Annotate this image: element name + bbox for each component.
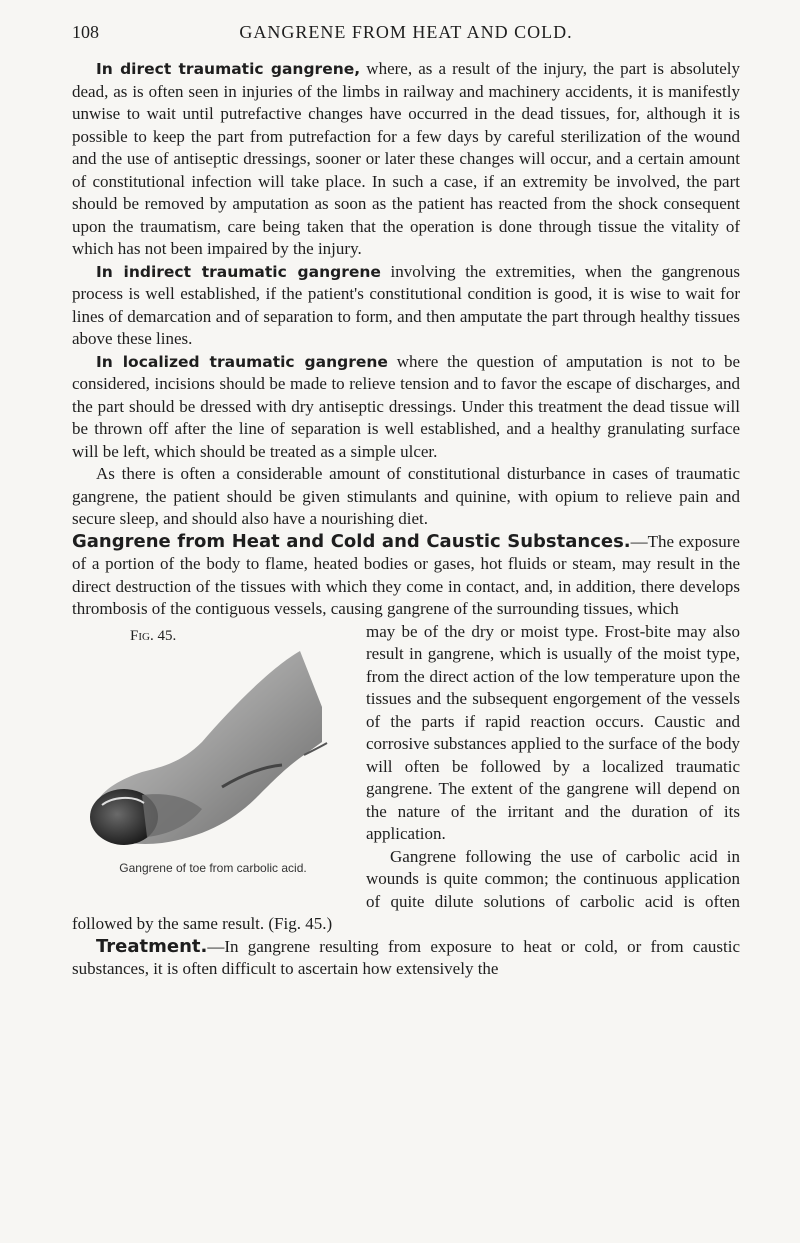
paragraph-heading: Treatment. <box>96 935 208 957</box>
figure-label: Fig. 45. <box>130 627 177 644</box>
paragraph-heading: In localized traumatic gangrene <box>96 352 388 371</box>
paragraph-text: Gangrene following the use of carbolic acid in wounds is quite common; the continuous application of quite dilute solutions of carbolic acid is often followed by the same result. (Fig. 45.) <box>72 846 740 933</box>
paragraph-text: involving the extremities, when the gangrenous process is well established, if the patient's constitutional condition is good, it is wise to wait for lines of demarcation and of separation to form, and then amputate the part through healthy tissues above these lines. <box>72 261 740 348</box>
paragraph-heading: In direct traumatic gangrene, <box>96 60 361 78</box>
toe-gangrene-illustration <box>72 647 354 857</box>
paragraph-text: As there is often a considerable amount of constitutional disturbance in cases of traumatic gangrene, the patient should be given stimulants and quinine, with opium to relieve pain and secure sleep, and should also have a nourishing diet. <box>72 464 740 528</box>
paragraph-text: —The exposure of a portion of the body to flame, heated bodies or gases, hot fluids or steam, may result in the direct destruction of the tissues with which they come in contact, and, in addition, there develops thrombosis of the contiguous vessels, causing gangrene of the surrounding tissues, which <box>72 531 740 618</box>
figure-caption: Gangrene of toe from carbolic acid. <box>119 861 307 875</box>
paragraph-text: —In gangrene resulting from exposure to heat or cold, or from caustic substances, it is often difficult to ascertain how extensively the <box>72 936 740 978</box>
paragraph-indirect-gangrene <box>72 261 740 351</box>
page-number: 108 <box>72 22 99 42</box>
section-heading: Gangrene from Heat and Cold and Caustic Substances. <box>72 530 631 552</box>
figure-45 <box>72 625 354 890</box>
paragraph-heading: In indirect traumatic gangrene <box>96 262 381 281</box>
paragraph-direct-gangrene <box>72 58 740 261</box>
running-title: GANGRENE FROM HEAT AND COLD. <box>239 22 573 42</box>
page-header <box>72 22 740 48</box>
paragraph-constitutional <box>72 463 740 531</box>
paragraph-text: may be of the dry or moist type. Frost-bite may also result in gangrene, which is usually of the moist type, from the direct action of the low temperature upon the tissues and the subsequent engorgement of the vessels of the parts if rapid reaction occurs. Caustic and corrosive substances applied to the surface of the body will often be followed by a localized traumatic gangrene. The extent of the gangrene will depend on the nature of the irritant and the duration of its application. <box>366 621 740 843</box>
paragraph-localized-gangrene <box>72 351 740 464</box>
paragraph-heat-cold <box>72 531 740 621</box>
page-body <box>72 58 740 981</box>
paragraph-text: where, as a result of the injury, the part is absolutely dead, as is often seen in injuries of the limbs in railway and machinery accidents, it is manifestly unwise to wait until putrefactive changes have occurred in the dead tissues, for, although it is possible to keep the part from putrefaction for a few days by careful sterilization of the wound and the use of antiseptic dressings, sooner or later these changes will occur, and a certain amount of constitutional infection will take place. In such a case, if an extremity be involved, the part should be removed by amputation as soon as the patient has reacted from the shock consequent upon the traumatism, care being taken that the operation is done through tissue the vitality of which has not been impaired by the injury. <box>72 59 740 258</box>
paragraph-treatment <box>72 936 740 981</box>
paragraph-text: where the question of amputation is not to be considered, incisions should be made to relieve tension and to favor the escape of discharges, and the part should be dressed with dry antiseptic dressings. Under this treatment the dead tissue will be thrown off after the line of separation is well established, and a healthy granulating surface will be left, which should be treated as a simple ulcer. <box>72 351 740 461</box>
